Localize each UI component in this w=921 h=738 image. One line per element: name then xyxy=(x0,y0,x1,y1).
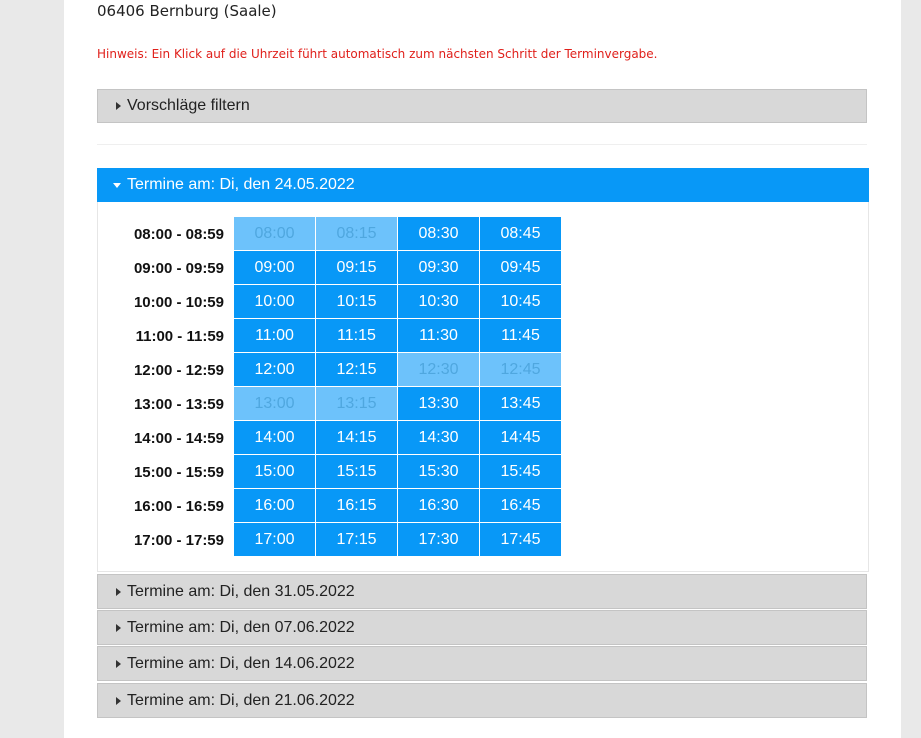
time-slot-button[interactable]: 17:30 xyxy=(398,523,480,557)
time-slot-button[interactable]: 17:45 xyxy=(480,523,562,557)
day-label: Termine am: Di, den 14.06.2022 xyxy=(127,654,355,672)
caret-right-icon xyxy=(116,102,121,110)
divider xyxy=(97,144,867,145)
slot-row xyxy=(98,285,562,319)
slot-row xyxy=(98,421,562,455)
hour-label: 17:00 - 17:59 xyxy=(133,531,224,549)
day-label: Termine am: Di, den 24.05.2022 xyxy=(127,176,355,193)
time-slot-button[interactable]: 10:30 xyxy=(398,285,480,319)
hour-label: 16:00 - 16:59 xyxy=(133,497,224,515)
caret-right-icon xyxy=(116,697,121,705)
hour-label: 11:00 - 11:59 xyxy=(135,327,224,345)
time-slot-button[interactable]: 15:45 xyxy=(480,455,562,489)
time-slot-button[interactable]: 14:30 xyxy=(398,421,480,455)
time-slot-button[interactable]: 13:45 xyxy=(480,387,562,421)
caret-right-icon xyxy=(116,624,121,632)
time-slot-button[interactable]: 17:15 xyxy=(316,523,398,557)
time-slot-button[interactable]: 10:15 xyxy=(316,285,398,319)
slot-row xyxy=(98,217,562,251)
hint-text: Hinweis: Ein Klick auf die Uhrzeit führt automatisch zum nächsten Schritt der Terminvergabe. xyxy=(97,47,658,61)
caret-right-icon xyxy=(116,660,121,668)
slot-row xyxy=(98,387,562,421)
hour-label: 14:00 - 14:59 xyxy=(133,429,224,447)
time-slot-button[interactable]: 11:00 xyxy=(234,319,316,353)
day-label: Termine am: Di, den 31.05.2022 xyxy=(127,582,355,600)
time-slot-button[interactable]: 10:45 xyxy=(480,285,562,319)
slot-table xyxy=(98,217,562,557)
slot-row xyxy=(98,353,562,387)
filter-label: Vorschläge filtern xyxy=(127,97,250,114)
time-slot-button[interactable]: 17:00 xyxy=(234,523,316,557)
page xyxy=(64,0,901,738)
time-slot-button[interactable]: 12:00 xyxy=(234,353,316,387)
time-slot-button[interactable]: 11:15 xyxy=(316,319,398,353)
time-slot-button[interactable]: 15:15 xyxy=(316,455,398,489)
caret-right-icon xyxy=(116,588,121,596)
slot-row xyxy=(98,489,562,523)
hour-label: 12:00 - 12:59 xyxy=(133,361,224,379)
time-slot-button[interactable]: 14:00 xyxy=(234,421,316,455)
day-accordion-closed[interactable] xyxy=(97,574,867,609)
hour-label: 15:00 - 15:59 xyxy=(133,463,224,481)
day-accordion-open[interactable] xyxy=(97,168,869,202)
time-slot-button[interactable]: 16:30 xyxy=(398,489,480,523)
slot-panel xyxy=(97,202,869,572)
day-accordion-closed[interactable] xyxy=(97,683,867,718)
time-slot-button[interactable]: 16:45 xyxy=(480,489,562,523)
slot-row xyxy=(98,251,562,285)
time-slot-button[interactable]: 14:45 xyxy=(480,421,562,455)
hour-label: 10:00 - 10:59 xyxy=(133,293,224,311)
time-slot-unavailable: 13:00 xyxy=(234,387,316,421)
day-label: Termine am: Di, den 07.06.2022 xyxy=(127,618,355,636)
time-slot-button[interactable]: 09:30 xyxy=(398,251,480,285)
time-slot-unavailable: 08:15 xyxy=(316,217,398,251)
time-slot-button[interactable]: 10:00 xyxy=(234,285,316,319)
time-slot-button[interactable]: 12:15 xyxy=(316,353,398,387)
hour-label: 09:00 - 09:59 xyxy=(133,259,224,277)
time-slot-button[interactable]: 16:00 xyxy=(234,489,316,523)
time-slot-button[interactable]: 14:15 xyxy=(316,421,398,455)
time-slot-button[interactable]: 13:30 xyxy=(398,387,480,421)
time-slot-button[interactable]: 08:30 xyxy=(398,217,480,251)
time-slot-button[interactable]: 11:45 xyxy=(480,319,562,353)
day-accordion-closed[interactable] xyxy=(97,610,867,645)
filter-accordion[interactable] xyxy=(97,89,867,123)
hour-label: 13:00 - 13:59 xyxy=(133,395,224,413)
address-text: 06406 Bernburg (Saale) xyxy=(97,2,277,20)
time-slot-button[interactable]: 15:00 xyxy=(234,455,316,489)
hour-label: 08:00 - 08:59 xyxy=(133,225,224,243)
day-label: Termine am: Di, den 21.06.2022 xyxy=(127,691,355,709)
caret-down-icon xyxy=(113,183,121,188)
time-slot-unavailable: 12:45 xyxy=(480,353,562,387)
time-slot-unavailable: 08:00 xyxy=(234,217,316,251)
time-slot-button[interactable]: 11:30 xyxy=(398,319,480,353)
slot-row xyxy=(98,523,562,557)
slot-row xyxy=(98,319,562,353)
day-accordion-closed[interactable] xyxy=(97,646,867,681)
time-slot-unavailable: 12:30 xyxy=(398,353,480,387)
time-slot-unavailable: 13:15 xyxy=(316,387,398,421)
time-slot-button[interactable]: 09:00 xyxy=(234,251,316,285)
slot-row xyxy=(98,455,562,489)
time-slot-button[interactable]: 09:15 xyxy=(316,251,398,285)
time-slot-button[interactable]: 08:45 xyxy=(480,217,562,251)
time-slot-button[interactable]: 09:45 xyxy=(480,251,562,285)
time-slot-button[interactable]: 15:30 xyxy=(398,455,480,489)
time-slot-button[interactable]: 16:15 xyxy=(316,489,398,523)
